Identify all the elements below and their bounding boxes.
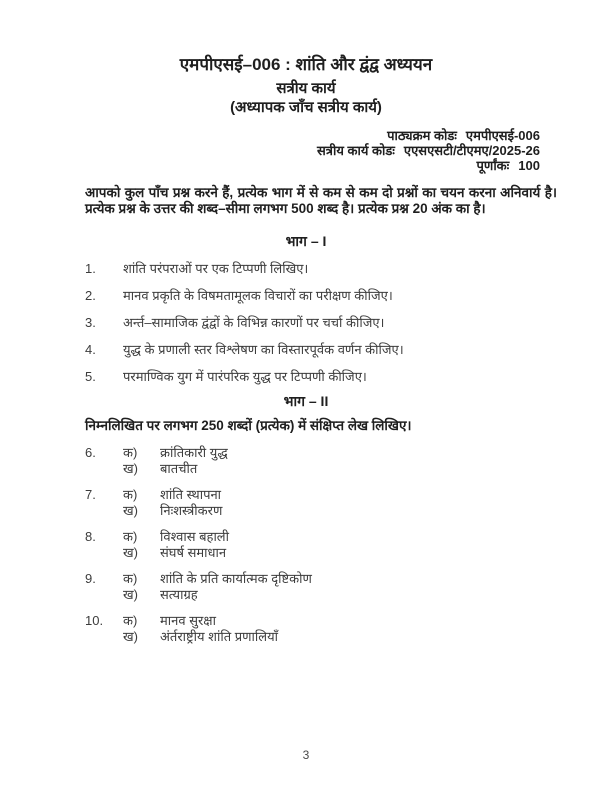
subquestion-label: ख) [123, 629, 138, 644]
part2-heading: भाग – II [283, 393, 329, 409]
subquestion-line [85, 529, 557, 545]
doc-header [0, 54, 612, 117]
course-info [85, 128, 540, 173]
subquestion-line [85, 445, 557, 461]
max-marks-row [85, 158, 540, 173]
part1-question-list [85, 260, 557, 385]
course-title: एमपीएसई–006 : शांति और द्वंद्व अध्ययन [179, 55, 433, 74]
question-number: 5. [85, 369, 96, 384]
question-row [85, 314, 557, 331]
subquestion-label: क) [123, 571, 138, 586]
part2-instruction: निम्नलिखित पर लगभग 250 शब्दों (प्रत्येक) में संक्षिप्त लेख लिखिए। [85, 418, 412, 433]
course-code-label: पाठ्यक्रम कोडः [387, 128, 457, 143]
question-text: शांति परंपराओं पर एक टिप्पणी लिखिए। [123, 261, 309, 276]
subquestion-line [85, 545, 557, 561]
question-number-spacer [85, 461, 123, 477]
subquestion-line [85, 503, 557, 519]
question-row [85, 487, 557, 519]
subquestion-text: अंर्तराष्ट्रीय शांति प्रणालियाँ [160, 629, 278, 644]
max-marks-value: 100 [518, 158, 540, 173]
question-row [85, 368, 557, 385]
subquestion-label: क) [123, 613, 138, 628]
assignment-code-value: एएसएसटी/टीएमए/2025-26 [403, 143, 540, 158]
question-row [85, 571, 557, 603]
question-text: अर्न्त–सामाजिक द्वंद्वों के विभिन्न कारणों पर चर्चा कीजिए। [123, 315, 385, 330]
question-row [85, 287, 557, 304]
subquestion-line [85, 613, 557, 629]
subquestion-label: ख) [123, 587, 138, 602]
question-row [85, 260, 557, 277]
page-number: 3 [302, 748, 310, 762]
assignment-code-label: सत्रीय कार्य कोडः [317, 143, 395, 158]
subquestion-line [85, 587, 557, 603]
subquestion-label: ख) [123, 503, 138, 518]
part2-question-list [85, 445, 557, 645]
course-code-row [85, 128, 540, 143]
question-number: 3. [85, 315, 96, 330]
assignment-code-row [85, 143, 540, 158]
general-instructions: आपको कुल पाँच प्रश्न करने हैं, प्रत्येक भाग में से कम से कम दो प्रश्नों का चयन करना अनिवार्य है। प्रत्येक प्रश्न के उत्तर की शब्द–सीमा लगभग 500 शब्द है। प्रत्येक प्रश्न 20 अंक का है। [85, 185, 557, 216]
question-number: 1. [85, 261, 96, 276]
assignment-type: सत्रीय कार्य [276, 80, 336, 97]
subquestion-line [85, 571, 557, 587]
question-text: मानव प्रकृति के विषमतामूलक विचारों का परीक्षण कीजिए। [123, 288, 393, 303]
question-number-spacer [85, 629, 123, 645]
subquestion-text: बातचीत [160, 461, 198, 476]
subquestion-text: सत्याग्रह [160, 587, 198, 602]
question-number: 7. [85, 487, 96, 502]
subquestion-label: क) [123, 487, 138, 502]
assignment-subtype: (अध्यापक जाँच सत्रीय कार्य) [230, 99, 382, 116]
question-number: 6. [85, 445, 96, 460]
question-number-spacer [85, 545, 123, 561]
subquestion-label: क) [123, 529, 138, 544]
question-text: युद्ध के प्रणाली स्तर विश्लेषण का विस्तारपूर्वक वर्णन कीजिए। [123, 342, 404, 357]
question-number: 4. [85, 342, 96, 357]
subquestion-text: क्रांतिकारी युद्ध [160, 445, 228, 460]
question-row [85, 529, 557, 561]
question-number: 2. [85, 288, 96, 303]
subquestion-line [85, 629, 557, 645]
question-number: 10. [85, 613, 104, 628]
subquestion-label: क) [123, 445, 138, 460]
question-text: परमाण्विक युग में पारंपरिक युद्ध पर टिप्पणी कीजिए। [123, 369, 367, 384]
subquestion-text: संघर्ष समाधान [160, 545, 227, 560]
subquestion-line [85, 461, 557, 477]
course-code-value: एमपीएसई-006 [465, 128, 540, 143]
question-number: 8. [85, 529, 96, 544]
subquestion-text: निःशस्त्रीकरण [160, 503, 223, 518]
subquestion-text: शांति स्थापना [160, 487, 222, 502]
question-number-spacer [85, 503, 123, 519]
subquestion-text: शांति के प्रति कार्यात्मक दृष्टिकोण [160, 571, 312, 586]
part1-heading: भाग – I [285, 233, 327, 249]
subquestion-line [85, 487, 557, 503]
question-row [85, 341, 557, 358]
subquestion-text: मानव सुरक्षा [160, 613, 216, 628]
question-number-spacer [85, 587, 123, 603]
subquestion-text: विश्वास बहाली [160, 529, 229, 544]
question-number: 9. [85, 571, 96, 586]
question-row [85, 613, 557, 645]
subquestion-label: ख) [123, 461, 138, 476]
subquestion-label: ख) [123, 545, 138, 560]
max-marks-label: पूर्णांकः [476, 158, 510, 173]
question-row [85, 445, 557, 477]
